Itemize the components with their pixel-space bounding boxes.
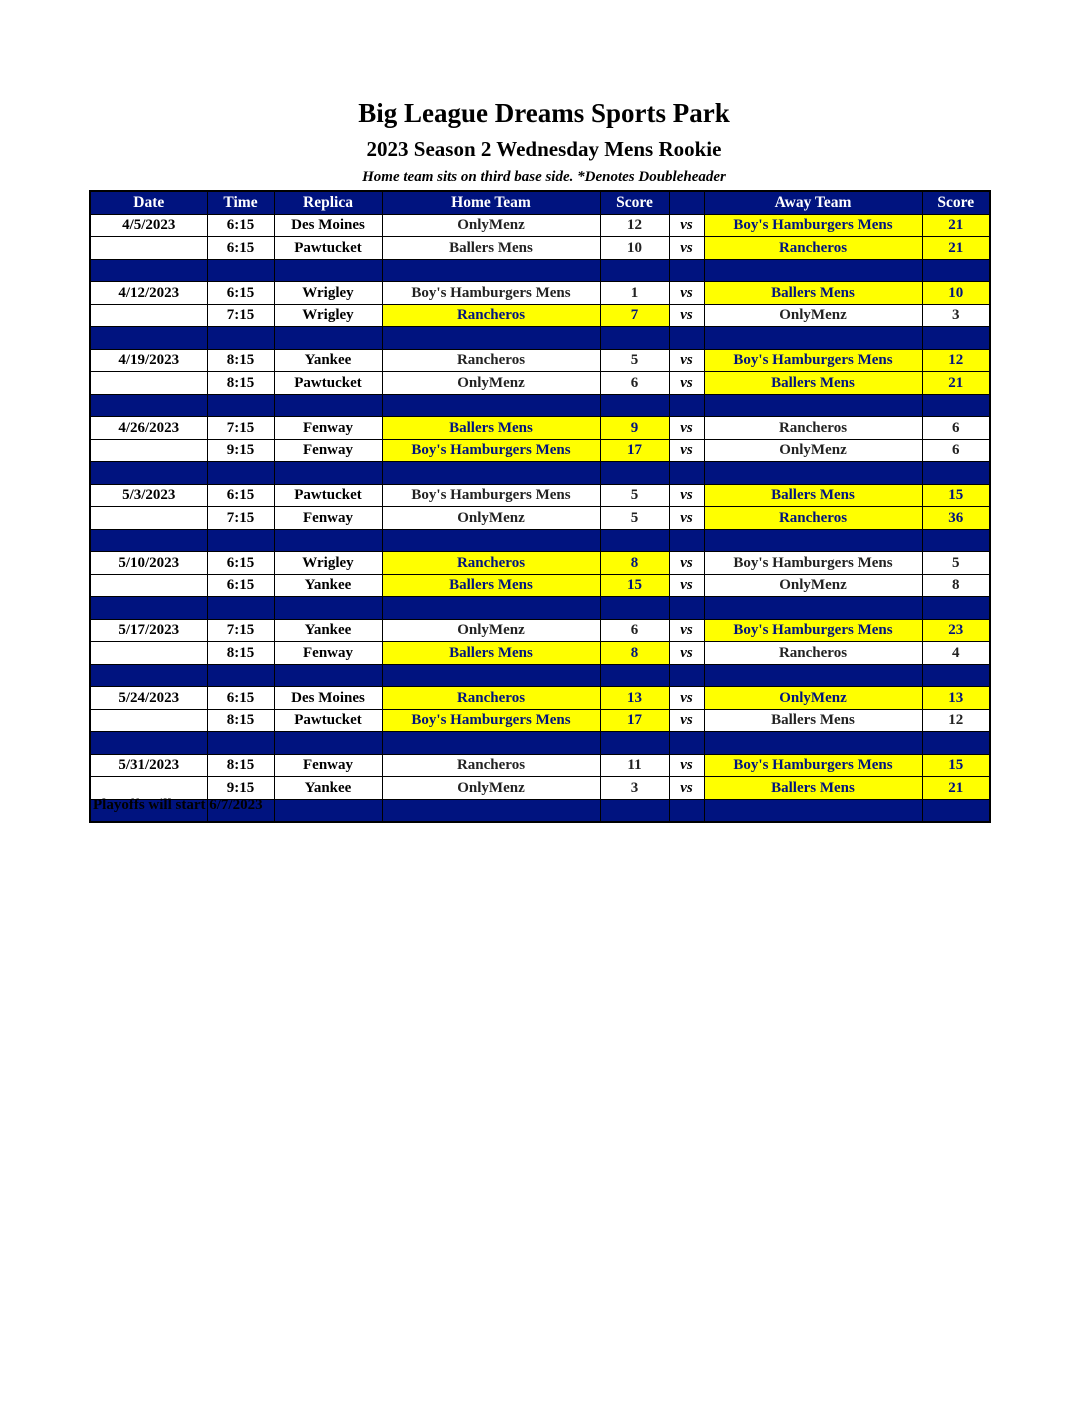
vs-cell: vs: [669, 777, 704, 800]
separator-cell: [922, 732, 990, 755]
away-team-cell: Rancheros: [704, 237, 922, 260]
date-cell: 5/10/2023: [90, 552, 207, 575]
replica-field-cell: Fenway: [274, 754, 382, 777]
separator-cell: [274, 394, 382, 417]
week-separator-row: [90, 529, 990, 552]
replica-field-cell: Fenway: [274, 642, 382, 665]
table-row: [90, 304, 990, 327]
separator-cell: [90, 394, 207, 417]
separator-cell: [704, 327, 922, 350]
replica-field-cell: Des Moines: [274, 687, 382, 710]
replica-field-cell: Pawtucket: [274, 709, 382, 732]
home-score-cell: 9: [600, 417, 669, 440]
date-cell: 5/17/2023: [90, 619, 207, 642]
home-team-cell: Rancheros: [382, 754, 600, 777]
col-home-team-header: Home Team: [382, 191, 600, 214]
separator-cell: [704, 597, 922, 620]
separator-cell: [90, 597, 207, 620]
date-cell: [90, 709, 207, 732]
home-score-cell: 8: [600, 552, 669, 575]
table-row: [90, 754, 990, 777]
away-team-cell: OnlyMenz: [704, 687, 922, 710]
separator-cell: [600, 529, 669, 552]
separator-cell: [207, 529, 274, 552]
col-vs-header: [669, 191, 704, 214]
date-cell: [90, 372, 207, 395]
separator-cell: [274, 529, 382, 552]
replica-field-cell: Wrigley: [274, 304, 382, 327]
separator-cell: [207, 259, 274, 282]
away-team-cell: Ballers Mens: [704, 282, 922, 305]
vs-cell: vs: [669, 237, 704, 260]
table-row: [90, 552, 990, 575]
home-score-cell: 5: [600, 349, 669, 372]
separator-cell: [669, 327, 704, 350]
table-row: [90, 372, 990, 395]
col-date-header: Date: [90, 191, 207, 214]
home-team-cell: Rancheros: [382, 349, 600, 372]
replica-field-cell: Yankee: [274, 777, 382, 800]
vs-cell: vs: [669, 304, 704, 327]
time-cell: 6:15: [207, 574, 274, 597]
home-team-cell: OnlyMenz: [382, 507, 600, 530]
separator-cell: [382, 394, 600, 417]
home-team-cell: OnlyMenz: [382, 619, 600, 642]
week-separator-row: [90, 259, 990, 282]
separator-cell: [274, 597, 382, 620]
time-cell: 6:15: [207, 237, 274, 260]
home-score-cell: 5: [600, 507, 669, 530]
vs-cell: vs: [669, 642, 704, 665]
replica-field-cell: Pawtucket: [274, 372, 382, 395]
separator-cell: [274, 327, 382, 350]
date-cell: [90, 304, 207, 327]
week-separator-row: [90, 732, 990, 755]
away-team-cell: Boy's Hamburgers Mens: [704, 214, 922, 237]
separator-cell: [207, 732, 274, 755]
away-score-cell: 21: [922, 372, 990, 395]
separator-cell: [922, 597, 990, 620]
separator-cell: [669, 462, 704, 485]
time-cell: 7:15: [207, 304, 274, 327]
vs-cell: vs: [669, 619, 704, 642]
separator-cell: [922, 664, 990, 687]
col-home-score-header: Score: [600, 191, 669, 214]
separator-cell: [207, 327, 274, 350]
home-team-cell: Rancheros: [382, 304, 600, 327]
time-cell: 8:15: [207, 754, 274, 777]
separator-cell: [600, 799, 669, 822]
week-separator-row: [90, 597, 990, 620]
separator-cell: [669, 529, 704, 552]
replica-field-cell: Fenway: [274, 417, 382, 440]
week-separator-row: [90, 462, 990, 485]
away-score-cell: 3: [922, 304, 990, 327]
replica-field-cell: Pawtucket: [274, 484, 382, 507]
table-row: [90, 507, 990, 530]
home-team-cell: Boy's Hamburgers Mens: [382, 484, 600, 507]
date-cell: 4/12/2023: [90, 282, 207, 305]
home-team-cell: OnlyMenz: [382, 372, 600, 395]
date-cell: 4/26/2023: [90, 417, 207, 440]
separator-cell: [600, 394, 669, 417]
time-cell: 6:15: [207, 484, 274, 507]
date-cell: 5/24/2023: [90, 687, 207, 710]
replica-field-cell: Yankee: [274, 574, 382, 597]
table-row: [90, 417, 990, 440]
separator-cell: [600, 597, 669, 620]
col-replica-header: Replica: [274, 191, 382, 214]
away-team-cell: Rancheros: [704, 642, 922, 665]
col-away-team-header: Away Team: [704, 191, 922, 214]
home-team-cell: Ballers Mens: [382, 417, 600, 440]
week-separator-row: [90, 664, 990, 687]
table-row: [90, 687, 990, 710]
separator-cell: [704, 394, 922, 417]
away-team-cell: Boy's Hamburgers Mens: [704, 754, 922, 777]
home-score-cell: 15: [600, 574, 669, 597]
table-row: [90, 349, 990, 372]
time-cell: 8:15: [207, 349, 274, 372]
away-score-cell: 4: [922, 642, 990, 665]
separator-cell: [90, 259, 207, 282]
schedule-body: [90, 214, 990, 822]
separator-cell: [382, 327, 600, 350]
time-cell: 9:15: [207, 777, 274, 800]
table-row: [90, 439, 990, 462]
separator-cell: [207, 597, 274, 620]
separator-cell: [90, 664, 207, 687]
home-score-cell: 6: [600, 619, 669, 642]
vs-cell: vs: [669, 687, 704, 710]
separator-cell: [274, 799, 382, 822]
separator-cell: [90, 529, 207, 552]
separator-cell: [704, 732, 922, 755]
replica-field-cell: Wrigley: [274, 552, 382, 575]
away-score-cell: 12: [922, 709, 990, 732]
replica-field-cell: Pawtucket: [274, 237, 382, 260]
replica-field-cell: Yankee: [274, 349, 382, 372]
header-row: [90, 191, 990, 214]
away-team-cell: Ballers Mens: [704, 777, 922, 800]
vs-cell: vs: [669, 709, 704, 732]
table-row: [90, 619, 990, 642]
replica-field-cell: Fenway: [274, 507, 382, 530]
separator-cell: [90, 327, 207, 350]
time-cell: 7:15: [207, 507, 274, 530]
separator-cell: [704, 462, 922, 485]
date-cell: [90, 439, 207, 462]
separator-cell: [704, 259, 922, 282]
home-score-cell: 8: [600, 642, 669, 665]
vs-cell: vs: [669, 372, 704, 395]
table-row: [90, 642, 990, 665]
separator-cell: [90, 732, 207, 755]
home-score-cell: 11: [600, 754, 669, 777]
time-cell: 7:15: [207, 619, 274, 642]
separator-cell: [600, 664, 669, 687]
date-cell: 4/19/2023: [90, 349, 207, 372]
home-score-cell: 5: [600, 484, 669, 507]
home-score-cell: 12: [600, 214, 669, 237]
home-team-cell: Boy's Hamburgers Mens: [382, 282, 600, 305]
home-score-cell: 7: [600, 304, 669, 327]
separator-cell: [600, 462, 669, 485]
table-row: [90, 484, 990, 507]
page-title: Big League Dreams Sports Park: [358, 98, 730, 128]
date-cell: [90, 237, 207, 260]
home-team-cell: Ballers Mens: [382, 574, 600, 597]
time-cell: 6:15: [207, 282, 274, 305]
time-cell: 8:15: [207, 372, 274, 395]
home-team-cell: Rancheros: [382, 552, 600, 575]
date-cell: [90, 642, 207, 665]
away-score-cell: 21: [922, 777, 990, 800]
home-score-cell: 6: [600, 372, 669, 395]
separator-cell: [382, 799, 600, 822]
away-score-cell: 36: [922, 507, 990, 530]
separator-cell: [669, 664, 704, 687]
away-team-cell: Ballers Mens: [704, 484, 922, 507]
away-team-cell: OnlyMenz: [704, 574, 922, 597]
vs-cell: vs: [669, 214, 704, 237]
vs-cell: vs: [669, 349, 704, 372]
home-team-cell: OnlyMenz: [382, 777, 600, 800]
away-score-cell: 21: [922, 214, 990, 237]
away-team-cell: Ballers Mens: [704, 372, 922, 395]
separator-cell: [704, 664, 922, 687]
separator-cell: [382, 664, 600, 687]
home-team-cell: Ballers Mens: [382, 237, 600, 260]
replica-field-cell: Des Moines: [274, 214, 382, 237]
separator-cell: [382, 529, 600, 552]
separator-cell: [669, 597, 704, 620]
col-time-header: Time: [207, 191, 274, 214]
home-team-cell: Boy's Hamburgers Mens: [382, 439, 600, 462]
vs-cell: vs: [669, 282, 704, 305]
table-row: [90, 282, 990, 305]
away-team-cell: Ballers Mens: [704, 709, 922, 732]
table-row: [90, 777, 990, 800]
away-score-cell: 12: [922, 349, 990, 372]
separator-cell: [600, 327, 669, 350]
separator-cell: [600, 259, 669, 282]
vs-cell: vs: [669, 439, 704, 462]
separator-cell: [704, 799, 922, 822]
away-score-cell: 13: [922, 687, 990, 710]
away-score-cell: 6: [922, 417, 990, 440]
separator-cell: [669, 799, 704, 822]
home-score-cell: 10: [600, 237, 669, 260]
away-team-cell: Boy's Hamburgers Mens: [704, 619, 922, 642]
table-row: [90, 237, 990, 260]
separator-cell: [382, 259, 600, 282]
playoffs-note: Playoffs will start 6/7/2023: [93, 797, 263, 813]
separator-cell: [274, 259, 382, 282]
vs-cell: vs: [669, 552, 704, 575]
time-cell: 9:15: [207, 439, 274, 462]
time-cell: 6:15: [207, 214, 274, 237]
home-score-cell: 17: [600, 709, 669, 732]
page-subtitle: 2023 Season 2 Wednesday Mens Rookie: [366, 137, 722, 161]
replica-field-cell: Yankee: [274, 619, 382, 642]
separator-cell: [90, 462, 207, 485]
replica-field-cell: Wrigley: [274, 282, 382, 305]
away-team-cell: Rancheros: [704, 507, 922, 530]
away-team-cell: Boy's Hamburgers Mens: [704, 552, 922, 575]
date-cell: [90, 507, 207, 530]
vs-cell: vs: [669, 574, 704, 597]
separator-cell: [922, 529, 990, 552]
away-score-cell: 15: [922, 754, 990, 777]
separator-cell: [704, 529, 922, 552]
time-cell: 6:15: [207, 552, 274, 575]
date-cell: [90, 777, 207, 800]
separator-cell: [600, 732, 669, 755]
col-away-score-header: Score: [922, 191, 990, 214]
separator-cell: [669, 259, 704, 282]
separator-cell: [669, 732, 704, 755]
separator-cell: [922, 327, 990, 350]
away-score-cell: 8: [922, 574, 990, 597]
separator-cell: [922, 259, 990, 282]
vs-cell: vs: [669, 484, 704, 507]
separator-cell: [922, 394, 990, 417]
home-score-cell: 3: [600, 777, 669, 800]
home-team-cell: Ballers Mens: [382, 642, 600, 665]
away-score-cell: 15: [922, 484, 990, 507]
schedule-table: [89, 190, 991, 823]
away-score-cell: 23: [922, 619, 990, 642]
separator-cell: [274, 462, 382, 485]
away-score-cell: 21: [922, 237, 990, 260]
home-score-cell: 17: [600, 439, 669, 462]
separator-cell: [274, 732, 382, 755]
date-cell: [90, 574, 207, 597]
table-row: [90, 709, 990, 732]
separator-cell: [382, 732, 600, 755]
separator-cell: [274, 664, 382, 687]
vs-cell: vs: [669, 417, 704, 440]
vs-cell: vs: [669, 507, 704, 530]
away-team-cell: Boy's Hamburgers Mens: [704, 349, 922, 372]
separator-cell: [207, 462, 274, 485]
date-cell: 4/5/2023: [90, 214, 207, 237]
table-row: [90, 574, 990, 597]
home-score-cell: 1: [600, 282, 669, 305]
date-cell: 5/31/2023: [90, 754, 207, 777]
separator-cell: [207, 394, 274, 417]
away-score-cell: 10: [922, 282, 990, 305]
date-cell: 5/3/2023: [90, 484, 207, 507]
time-cell: 7:15: [207, 417, 274, 440]
away-team-cell: OnlyMenz: [704, 304, 922, 327]
time-cell: 8:15: [207, 709, 274, 732]
week-separator-row: [90, 394, 990, 417]
home-score-cell: 13: [600, 687, 669, 710]
home-team-cell: OnlyMenz: [382, 214, 600, 237]
replica-field-cell: Fenway: [274, 439, 382, 462]
table-row: [90, 214, 990, 237]
away-score-cell: 5: [922, 552, 990, 575]
week-separator-row: [90, 327, 990, 350]
separator-cell: [669, 394, 704, 417]
away-score-cell: 6: [922, 439, 990, 462]
separator-cell: [382, 462, 600, 485]
away-team-cell: OnlyMenz: [704, 439, 922, 462]
vs-cell: vs: [669, 754, 704, 777]
separator-cell: [922, 462, 990, 485]
separator-cell: [922, 799, 990, 822]
home-team-cell: Rancheros: [382, 687, 600, 710]
separator-cell: [207, 664, 274, 687]
away-team-cell: Rancheros: [704, 417, 922, 440]
time-cell: 6:15: [207, 687, 274, 710]
schedule-note: Home team sits on third base side. *Denotes Doubleheader: [362, 169, 726, 185]
time-cell: 8:15: [207, 642, 274, 665]
separator-cell: [382, 597, 600, 620]
home-team-cell: Boy's Hamburgers Mens: [382, 709, 600, 732]
